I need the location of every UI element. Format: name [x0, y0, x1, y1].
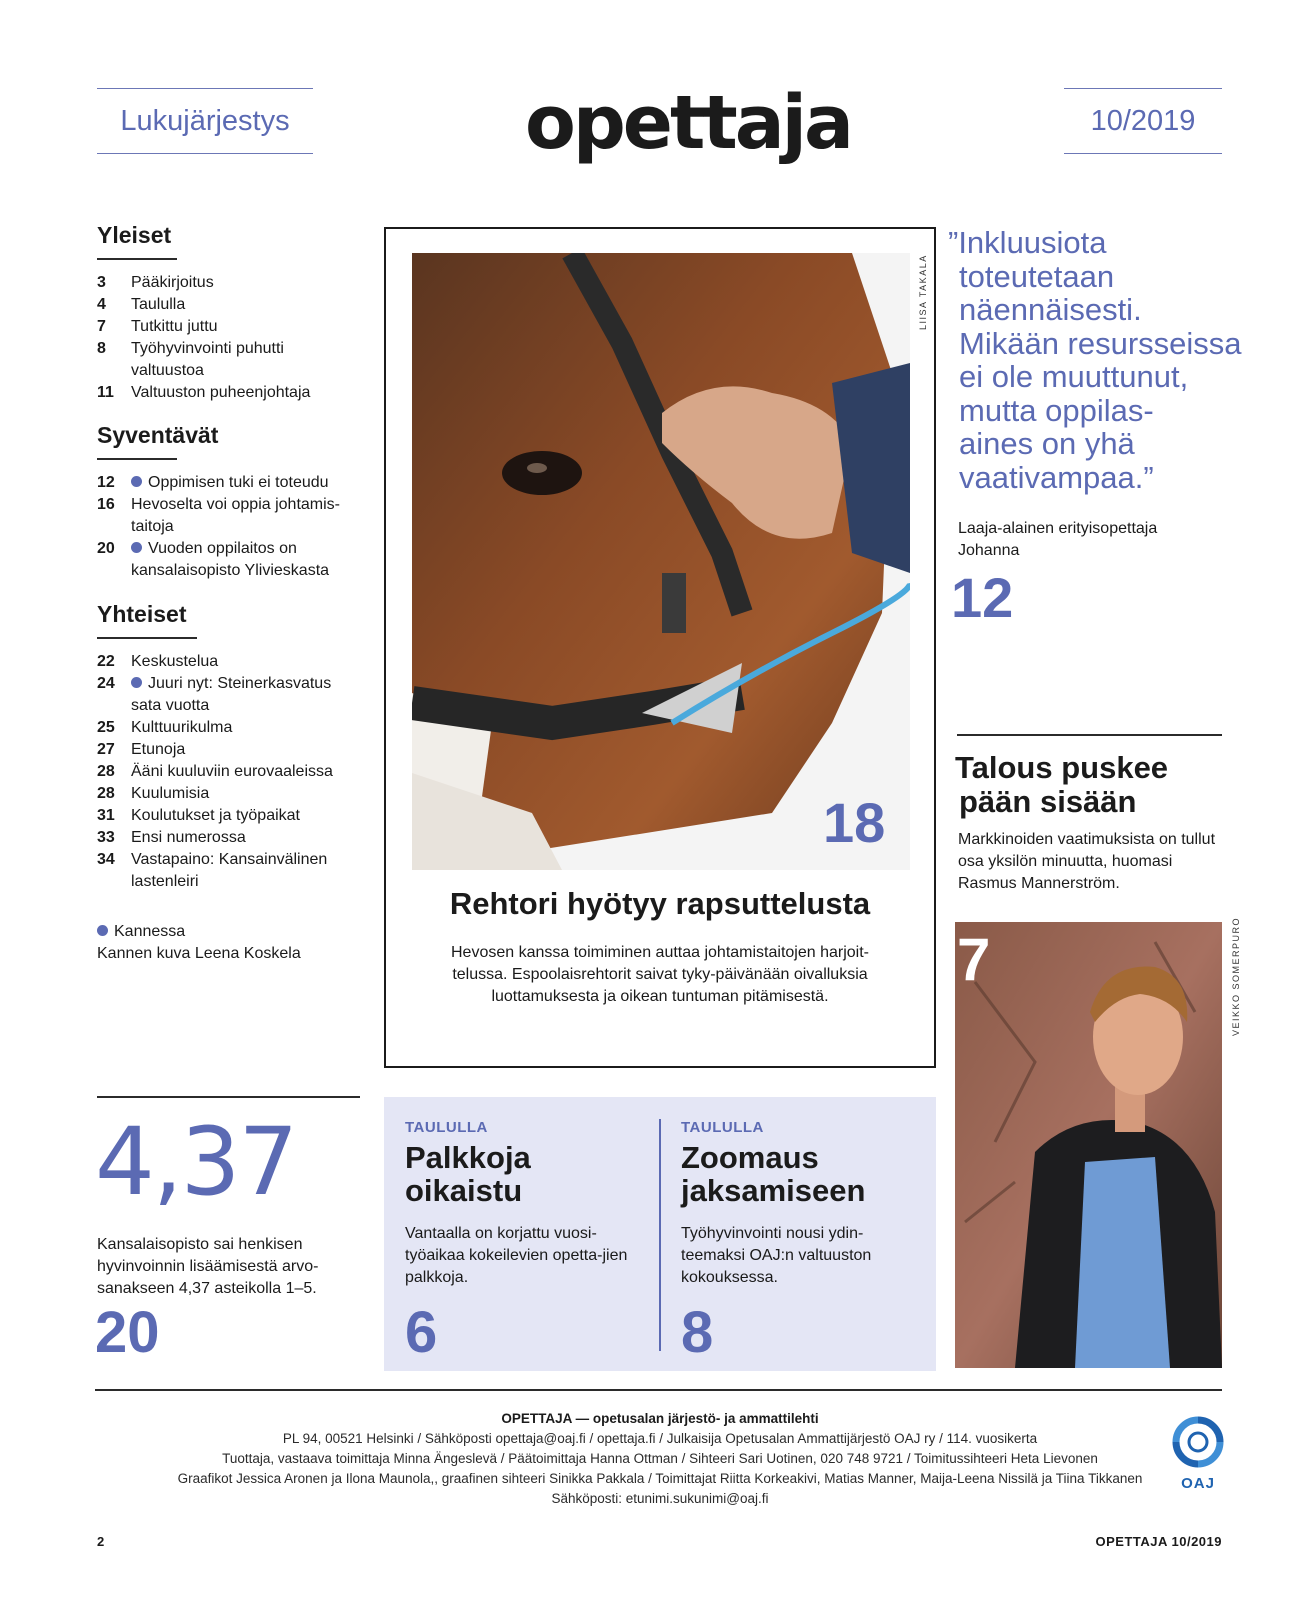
- portrait-image: [955, 922, 1222, 1368]
- toc-item[interactable]: 31 Koulutukset ja työpaikat: [97, 807, 300, 824]
- quote-attribution: Laaja-alainen erityisopettaja Johanna: [958, 520, 1158, 559]
- column-divider: [659, 1119, 661, 1351]
- dot-icon: [131, 476, 142, 487]
- taulu-box: [384, 1097, 936, 1371]
- toc-item[interactable]: 27 Etunoja: [97, 741, 186, 758]
- toc-item[interactable]: 34 Vastapaino: Kansainvälinen lastenleiri: [97, 851, 328, 890]
- story-page-number: 18: [823, 791, 886, 854]
- footer-rule: [95, 1389, 1222, 1391]
- toc-list-yhteiset: [97, 651, 367, 893]
- stat-body: Kansalaisopisto sai henkisen hyvinvoinnin lisäämisestä arvo-sanakseen 4,37 asteikolla 1–5.: [97, 1236, 319, 1297]
- oaj-emblem-icon: [1170, 1416, 1226, 1468]
- dot-icon: [131, 542, 142, 553]
- toc-item[interactable]: 8 Työhyvinvointi puhutti valtuustoa: [97, 340, 284, 379]
- toc-item[interactable]: 7 Tutkittu juttu: [97, 318, 218, 335]
- section-underline: [97, 637, 197, 639]
- page-number: 2: [97, 1534, 105, 1549]
- masthead-logo: opettaja: [525, 80, 851, 166]
- photo-credit: LIISA TAKALA: [918, 254, 928, 330]
- section-label: Lukujärjestys: [97, 88, 313, 154]
- quote-page-number[interactable]: 12: [951, 566, 1014, 629]
- divider: [957, 734, 1222, 736]
- taulu-headline: Palkkoja oikaistu: [405, 1140, 531, 1208]
- stat-page-number[interactable]: 20: [95, 1300, 160, 1365]
- toc-item[interactable]: 24 Juuri nyt: Steinerkasvatus sata vuotta: [97, 675, 332, 714]
- taulu-item[interactable]: TAULULLA Palkkoja oikaistu Vantaalla on korjattu vuosi-työaikaa kokeilevien opetta-jien palkkoja. 6: [405, 1119, 665, 1366]
- dot-icon: [131, 677, 142, 688]
- man-photo: [955, 922, 1222, 1368]
- horse-image: [412, 253, 910, 870]
- toc-item[interactable]: 16 Hevoselta voi oppia johtamis-taitoja: [97, 496, 340, 535]
- photo-credit: VEIKKO SOMERPURO: [1231, 916, 1241, 1036]
- cover-note: Kannessa: [97, 921, 185, 943]
- toc-item[interactable]: 25 Kulttuurikulma: [97, 719, 233, 736]
- footer-issue-label: OPETTAJA 10/2019: [1095, 1534, 1222, 1549]
- horse-photo: [412, 253, 910, 870]
- cover-photo-credit: Kannen kuva Leena Koskela: [97, 945, 301, 962]
- toc-section-title: Yhteiset: [97, 601, 187, 627]
- taulu-headline: Zoomaus jaksamiseen: [681, 1140, 866, 1208]
- taulu-item[interactable]: TAULULLA Zoomaus jaksamiseen Työhyvinvointi nousi ydin-teemaksi OAJ:n valtuuston kokouksessa. 8: [681, 1119, 941, 1366]
- toc-item[interactable]: 12 Oppimisen tuki ei toteudu: [97, 474, 329, 491]
- toc-item[interactable]: 28 Kuulumisia: [97, 785, 210, 802]
- talous-body: Markkinoiden vaatimuksista on tullut osa yksilön minuutta, huomasi Rasmus Mannerström.: [958, 831, 1216, 892]
- toc-item[interactable]: 3 Pääkirjoitus: [97, 274, 214, 291]
- toc-item[interactable]: 33 Ensi numerossa: [97, 829, 246, 846]
- dot-icon: [97, 925, 108, 936]
- toc-section-title: Yleiset: [97, 222, 172, 248]
- divider: [97, 1096, 360, 1098]
- section-underline: [97, 258, 177, 260]
- colophon: OPETTAJA — opetusalan järjestö- ja ammattilehti PL 94, 00521 Helsinki / Sähköposti opettaja@oaj.fi / opettaja.fi / Julkaisija Opetusalan Ammattijärjestö OAJ ry / 114. vuosikerta Tuottaja, vastaava toimittaja Minna Ängeslevä / Päätoimittaja Hanna Ottman / Sihteeri Sari Uotinen, 020 748 9721 / Toimitussihteeri Heta Lievonen Graafikot Jessica Aronen ja Ilona Maunola,, graafinen sihteeri Sinikka Pakkala / Toimittajat Riitta Korkeakivi, Matias Manner, Maija-Leena Nissilä ja Tiina Tikkanen Sähköposti: etunimi.sukunimi@oaj.fi: [177, 1411, 1143, 1506]
- toc-section-title: Syventävät: [97, 422, 219, 448]
- stat-value: 4,37: [95, 1108, 297, 1217]
- toc-item[interactable]: 20 Vuoden oppilaitos on kansalaisopisto Ylivieskasta: [97, 540, 330, 579]
- issue-label: 10/2019: [1064, 88, 1222, 154]
- toc-item[interactable]: 28 Ääni kuuluviin eurovaaleissa: [97, 763, 333, 780]
- toc-item[interactable]: 22 Keskustelua: [97, 653, 219, 670]
- toc-item[interactable]: 11 Valtuuston puheenjohtaja: [97, 384, 311, 401]
- pull-quote: ”Inkluusiota toteutetaan näennäisesti. Mikään resursseissa ei ole muuttunut, mutta oppilas- aines on yhä vaativampaa.”: [948, 225, 1242, 495]
- toc-list-yleiset: [97, 272, 367, 404]
- oaj-logo[interactable]: OAJ: [1168, 1416, 1228, 1492]
- talous-page-number[interactable]: 7: [957, 926, 991, 993]
- story-headline[interactable]: Rehtori hyötyy rapsuttelusta: [449, 886, 871, 921]
- toc-list-syventavat: [97, 472, 367, 582]
- section-underline: [97, 458, 177, 460]
- toc-item[interactable]: 4 Taululla: [97, 296, 186, 313]
- story-body: Hevosen kanssa toimiminen auttaa johtamistaitojen harjoit-telussa. Espoolaisrehtorit saivat tyky-päivänään oivalluksia luottamuksesta ja oikean tuntuman pitämisestä.: [451, 944, 869, 1005]
- talous-headline[interactable]: Talous puskee pään sisään: [955, 750, 1169, 819]
